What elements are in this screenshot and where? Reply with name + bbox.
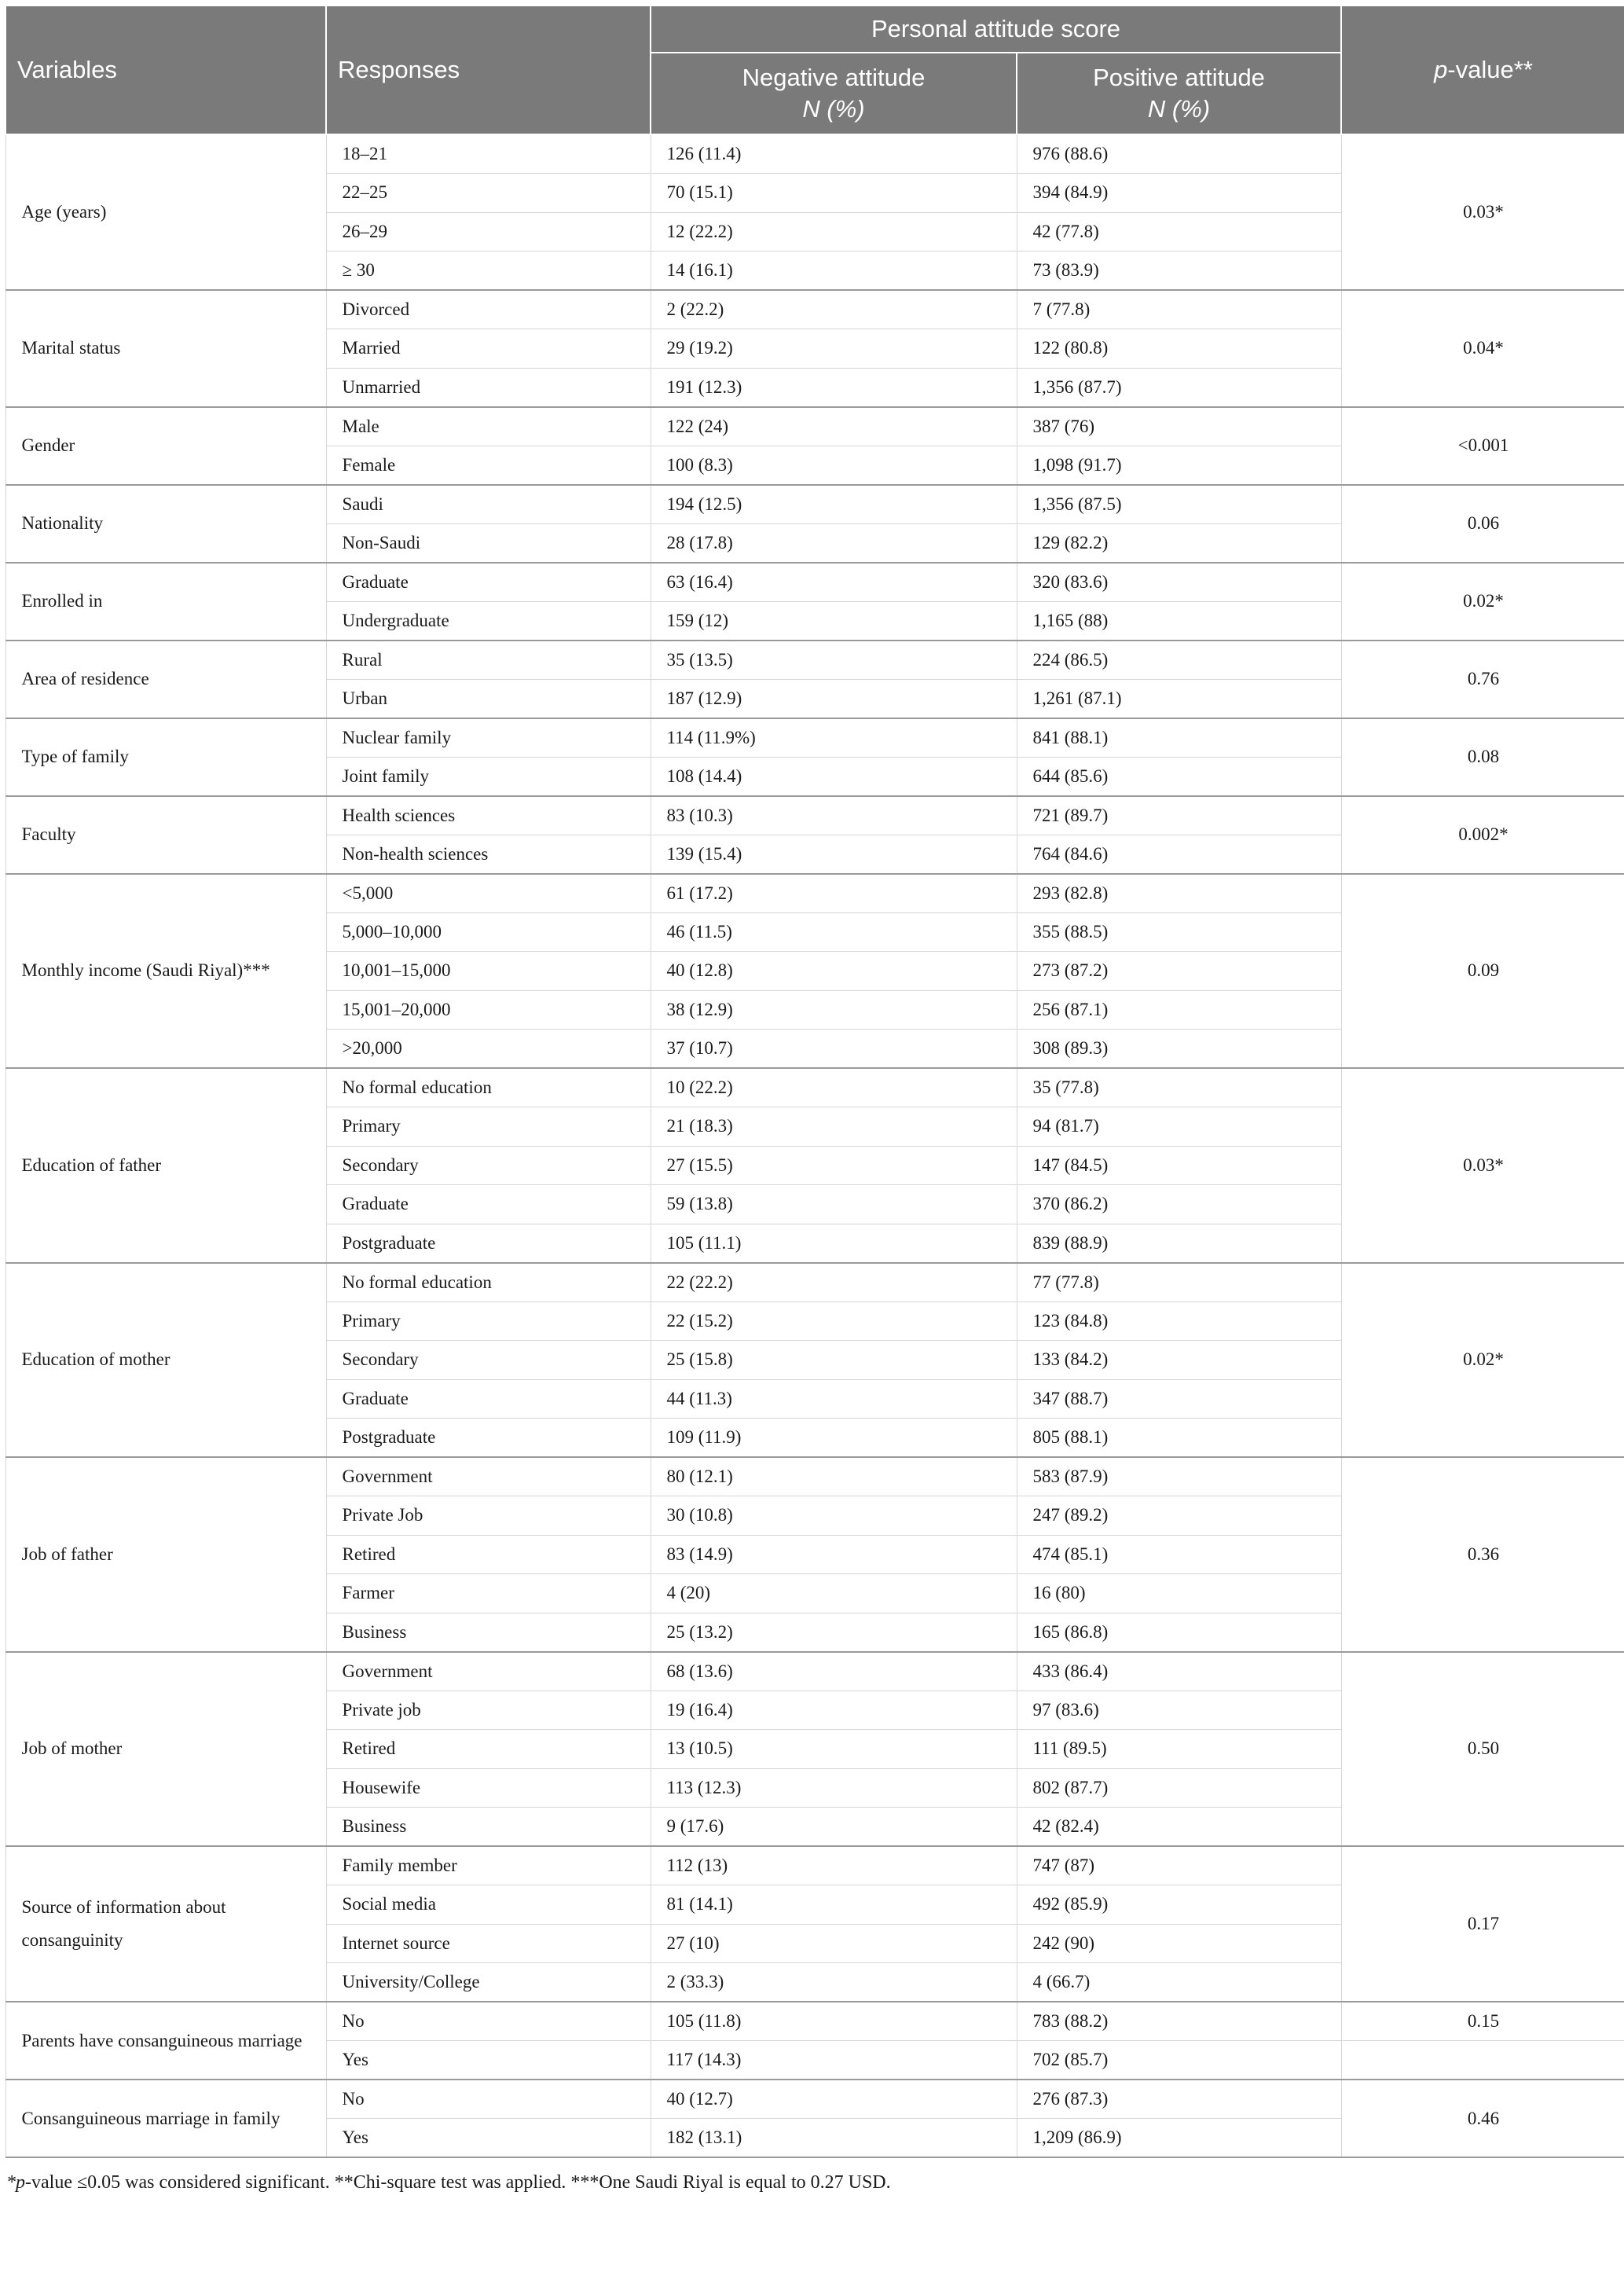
negative-cell: 100 (8.3) [651,446,1017,485]
pvalue-cell: 0.15 [1341,2002,1624,2041]
pvalue-cell: 0.06 [1341,485,1624,563]
positive-cell: 77 (77.8) [1017,1263,1341,1302]
positive-cell: 256 (87.1) [1017,990,1341,1030]
response-cell: Female [326,446,651,485]
variable-cell: Consanguineous marriage in family [5,2080,326,2157]
negative-cell: 46 (11.5) [651,912,1017,952]
positive-cell: 355 (88.5) [1017,912,1341,952]
table-row [5,1457,1624,1496]
positive-cell: 129 (82.2) [1017,523,1341,563]
positive-cell: 4 (66.7) [1017,1963,1341,2003]
table-row [5,1068,1624,1107]
header-negative-npct: N (%) [802,95,865,123]
negative-cell: 68 (13.6) [651,1652,1017,1691]
pvalue-cell: 0.03* [1341,1068,1624,1263]
pvalue-cell: 0.50 [1341,1652,1624,1847]
response-cell: Farmer [326,1574,651,1613]
table-row [5,563,1624,602]
negative-cell: 139 (15.4) [651,835,1017,874]
pvalue-cell: 0.46 [1341,2080,1624,2157]
variable-cell: Enrolled in [5,563,326,641]
positive-cell: 387 (76) [1017,407,1341,446]
negative-cell: 25 (15.8) [651,1341,1017,1380]
response-cell: Primary [326,1301,651,1341]
table-row [5,485,1624,524]
positive-cell: 35 (77.8) [1017,1068,1341,1107]
positive-cell: 802 (87.7) [1017,1768,1341,1808]
header-variables: Variables [5,6,326,134]
positive-cell: 42 (82.4) [1017,1808,1341,1847]
response-cell: Secondary [326,1341,651,1380]
positive-cell: 165 (86.8) [1017,1613,1341,1652]
header-negative-label: Negative attitude [742,64,926,91]
variable-cell: Marital status [5,290,326,407]
positive-cell: 370 (86.2) [1017,1185,1341,1224]
variable-cell: Type of family [5,718,326,796]
response-cell: Undergraduate [326,601,651,641]
pvalue-cell: 0.09 [1341,874,1624,1069]
table-row [5,1652,1624,1691]
positive-cell: 1,098 (91.7) [1017,446,1341,485]
response-cell: Business [326,1613,651,1652]
positive-cell: 805 (88.1) [1017,1419,1341,1458]
footnote-p: *p [6,2172,25,2193]
table-header [5,6,1624,134]
negative-cell: 122 (24) [651,407,1017,446]
table-row [5,796,1624,835]
response-cell: Retired [326,1730,651,1769]
header-pvalue [1341,6,1624,134]
variable-cell: Age (years) [5,134,326,290]
response-cell: Government [326,1457,651,1496]
response-cell: >20,000 [326,1030,651,1069]
negative-cell: 159 (12) [651,601,1017,641]
pvalue-cell: 0.76 [1341,641,1624,718]
negative-cell: 28 (17.8) [651,523,1017,563]
negative-cell: 27 (10) [651,1924,1017,1963]
header-negative [651,53,1017,134]
negative-cell: 83 (10.3) [651,796,1017,835]
positive-cell: 347 (88.7) [1017,1379,1341,1419]
response-cell: Divorced [326,290,651,329]
positive-cell: 1,356 (87.5) [1017,485,1341,524]
negative-cell: 4 (20) [651,1574,1017,1613]
positive-cell: 133 (84.2) [1017,1341,1341,1380]
positive-cell: 394 (84.9) [1017,174,1341,213]
response-cell: No formal education [326,1263,651,1302]
positive-cell: 1,165 (88) [1017,601,1341,641]
response-cell: Private Job [326,1496,651,1536]
negative-cell: 40 (12.7) [651,2080,1017,2119]
negative-cell: 14 (16.1) [651,251,1017,291]
positive-cell: 702 (85.7) [1017,2041,1341,2080]
positive-cell: 721 (89.7) [1017,796,1341,835]
negative-cell: 114 (11.9%) [651,718,1017,758]
negative-cell: 2 (33.3) [651,1963,1017,2003]
response-cell: 15,001–20,000 [326,990,651,1030]
header-pvalue-rest: -value** [1447,56,1533,83]
header-responses: Responses [326,6,651,134]
table-row [5,718,1624,758]
pvalue-cell: 0.03* [1341,134,1624,290]
negative-cell: 35 (13.5) [651,641,1017,680]
positive-cell: 7 (77.8) [1017,290,1341,329]
response-cell: Unmarried [326,368,651,407]
response-cell: 18–21 [326,134,651,174]
variable-cell: Nationality [5,485,326,563]
response-cell: Urban [326,679,651,718]
variable-cell: Monthly income (Saudi Riyal)*** [5,874,326,1069]
response-cell: 5,000–10,000 [326,912,651,952]
negative-cell: 29 (19.2) [651,329,1017,369]
response-cell: Social media [326,1885,651,1925]
negative-cell: 61 (17.2) [651,874,1017,913]
variable-cell: Job of father [5,1457,326,1652]
negative-cell: 37 (10.7) [651,1030,1017,1069]
table-row [5,1846,1624,1885]
table-row [5,874,1624,913]
positive-cell: 433 (86.4) [1017,1652,1341,1691]
response-cell: ≥ 30 [326,251,651,291]
pvalue-cell: 0.36 [1341,1457,1624,1652]
positive-cell: 16 (80) [1017,1574,1341,1613]
positive-cell: 1,261 (87.1) [1017,679,1341,718]
positive-cell: 644 (85.6) [1017,757,1341,796]
response-cell: 22–25 [326,174,651,213]
response-cell: Graduate [326,1379,651,1419]
negative-cell: 194 (12.5) [651,485,1017,524]
response-cell: Graduate [326,1185,651,1224]
negative-cell: 112 (13) [651,1846,1017,1885]
negative-cell: 80 (12.1) [651,1457,1017,1496]
positive-cell: 1,356 (87.7) [1017,368,1341,407]
positive-cell: 841 (88.1) [1017,718,1341,758]
response-cell: <5,000 [326,874,651,913]
response-cell: Non-Saudi [326,523,651,563]
negative-cell: 70 (15.1) [651,174,1017,213]
positive-cell: 320 (83.6) [1017,563,1341,602]
negative-cell: 126 (11.4) [651,134,1017,174]
table-container [5,5,1624,2196]
response-cell: Internet source [326,1924,651,1963]
negative-cell: 9 (17.6) [651,1808,1017,1847]
table-row [5,1263,1624,1302]
table-row [5,2002,1624,2041]
response-cell: Yes [326,2041,651,2080]
response-cell: Private job [326,1690,651,1730]
negative-cell: 191 (12.3) [651,368,1017,407]
response-cell: 26–29 [326,212,651,251]
pvalue-cell: 0.02* [1341,563,1624,641]
positive-cell: 242 (90) [1017,1924,1341,1963]
response-cell: No formal education [326,1068,651,1107]
negative-cell: 10 (22.2) [651,1068,1017,1107]
negative-cell: 113 (12.3) [651,1768,1017,1808]
negative-cell: 19 (16.4) [651,1690,1017,1730]
negative-cell: 59 (13.8) [651,1185,1017,1224]
response-cell: Housewife [326,1768,651,1808]
pvalue-empty-cell [1341,2041,1624,2080]
negative-cell: 63 (16.4) [651,563,1017,602]
positive-cell: 976 (88.6) [1017,134,1341,174]
variable-cell: Source of information about consanguinity [5,1846,326,2002]
header-positive [1017,53,1341,134]
positive-cell: 783 (88.2) [1017,2002,1341,2041]
negative-cell: 22 (22.2) [651,1263,1017,1302]
response-cell: Male [326,407,651,446]
response-cell: Graduate [326,563,651,602]
table-row [5,134,1624,174]
response-cell: University/College [326,1963,651,2003]
pvalue-cell: 0.02* [1341,1263,1624,1458]
negative-cell: 13 (10.5) [651,1730,1017,1769]
positive-cell: 94 (81.7) [1017,1107,1341,1147]
negative-cell: 105 (11.8) [651,2002,1017,2041]
table-footnote [5,2169,1624,2196]
positive-cell: 273 (87.2) [1017,952,1341,991]
positive-cell: 147 (84.5) [1017,1146,1341,1185]
positive-cell: 1,209 (86.9) [1017,2119,1341,2158]
negative-cell: 12 (22.2) [651,212,1017,251]
response-cell: 10,001–15,000 [326,952,651,991]
response-cell: Primary [326,1107,651,1147]
response-cell: Family member [326,1846,651,1885]
positive-cell: 492 (85.9) [1017,1885,1341,1925]
positive-cell: 764 (84.6) [1017,835,1341,874]
response-cell: Rural [326,641,651,680]
response-cell: Secondary [326,1146,651,1185]
positive-cell: 111 (89.5) [1017,1730,1341,1769]
table-row [5,290,1624,329]
pvalue-cell: 0.17 [1341,1846,1624,2002]
negative-cell: 182 (13.1) [651,2119,1017,2158]
negative-cell: 27 (15.5) [651,1146,1017,1185]
variable-cell: Job of mother [5,1652,326,1847]
negative-cell: 30 (10.8) [651,1496,1017,1536]
positive-cell: 293 (82.8) [1017,874,1341,913]
pvalue-cell: 0.002* [1341,796,1624,874]
table-body [5,134,1624,2157]
response-cell: Government [326,1652,651,1691]
table-row [5,407,1624,446]
negative-cell: 83 (14.9) [651,1535,1017,1574]
variable-cell: Faculty [5,796,326,874]
positive-cell: 122 (80.8) [1017,329,1341,369]
response-cell: No [326,2080,651,2119]
negative-cell: 22 (15.2) [651,1301,1017,1341]
positive-cell: 308 (89.3) [1017,1030,1341,1069]
response-cell: Business [326,1808,651,1847]
response-cell: Nuclear family [326,718,651,758]
response-cell: Saudi [326,485,651,524]
table-row [5,2080,1624,2119]
negative-cell: 38 (12.9) [651,990,1017,1030]
negative-cell: 117 (14.3) [651,2041,1017,2080]
negative-cell: 2 (22.2) [651,290,1017,329]
negative-cell: 25 (13.2) [651,1613,1017,1652]
header-positive-label: Positive attitude [1093,64,1265,91]
response-cell: Yes [326,2119,651,2158]
negative-cell: 105 (11.1) [651,1224,1017,1263]
response-cell: Retired [326,1535,651,1574]
pvalue-cell: 0.04* [1341,290,1624,407]
positive-cell: 73 (83.9) [1017,251,1341,291]
response-cell: Health sciences [326,796,651,835]
negative-cell: 40 (12.8) [651,952,1017,991]
positive-cell: 747 (87) [1017,1846,1341,1885]
positive-cell: 247 (89.2) [1017,1496,1341,1536]
response-cell: Postgraduate [326,1419,651,1458]
variable-cell: Education of mother [5,1263,326,1458]
positive-cell: 97 (83.6) [1017,1690,1341,1730]
pvalue-cell: <0.001 [1341,407,1624,485]
response-cell: Married [326,329,651,369]
footnote-text: -value ≤0.05 was considered significant. **Chi-square test was applied. ***One Saudi Riyal is equal to 0.27 USD. [25,2172,891,2193]
positive-cell: 583 (87.9) [1017,1457,1341,1496]
positive-cell: 839 (88.9) [1017,1224,1341,1263]
response-cell: Postgraduate [326,1224,651,1263]
table-row [5,641,1624,680]
variable-cell: Gender [5,407,326,485]
pvalue-cell: 0.08 [1341,718,1624,796]
variable-cell: Parents have consanguineous marriage [5,2002,326,2080]
negative-cell: 81 (14.1) [651,1885,1017,1925]
header-attitude-group: Personal attitude score [651,6,1341,53]
variable-cell: Area of residence [5,641,326,718]
negative-cell: 187 (12.9) [651,679,1017,718]
negative-cell: 44 (11.3) [651,1379,1017,1419]
positive-cell: 474 (85.1) [1017,1535,1341,1574]
header-positive-npct: N (%) [1147,95,1211,123]
positive-cell: 276 (87.3) [1017,2080,1341,2119]
response-cell: No [326,2002,651,2041]
response-cell: Joint family [326,757,651,796]
negative-cell: 108 (14.4) [651,757,1017,796]
attitude-table [5,5,1624,2158]
response-cell: Non-health sciences [326,835,651,874]
negative-cell: 21 (18.3) [651,1107,1017,1147]
positive-cell: 224 (86.5) [1017,641,1341,680]
positive-cell: 42 (77.8) [1017,212,1341,251]
positive-cell: 123 (84.8) [1017,1301,1341,1341]
variable-cell: Education of father [5,1068,326,1263]
negative-cell: 109 (11.9) [651,1419,1017,1458]
header-pvalue-p: p [1434,56,1448,83]
